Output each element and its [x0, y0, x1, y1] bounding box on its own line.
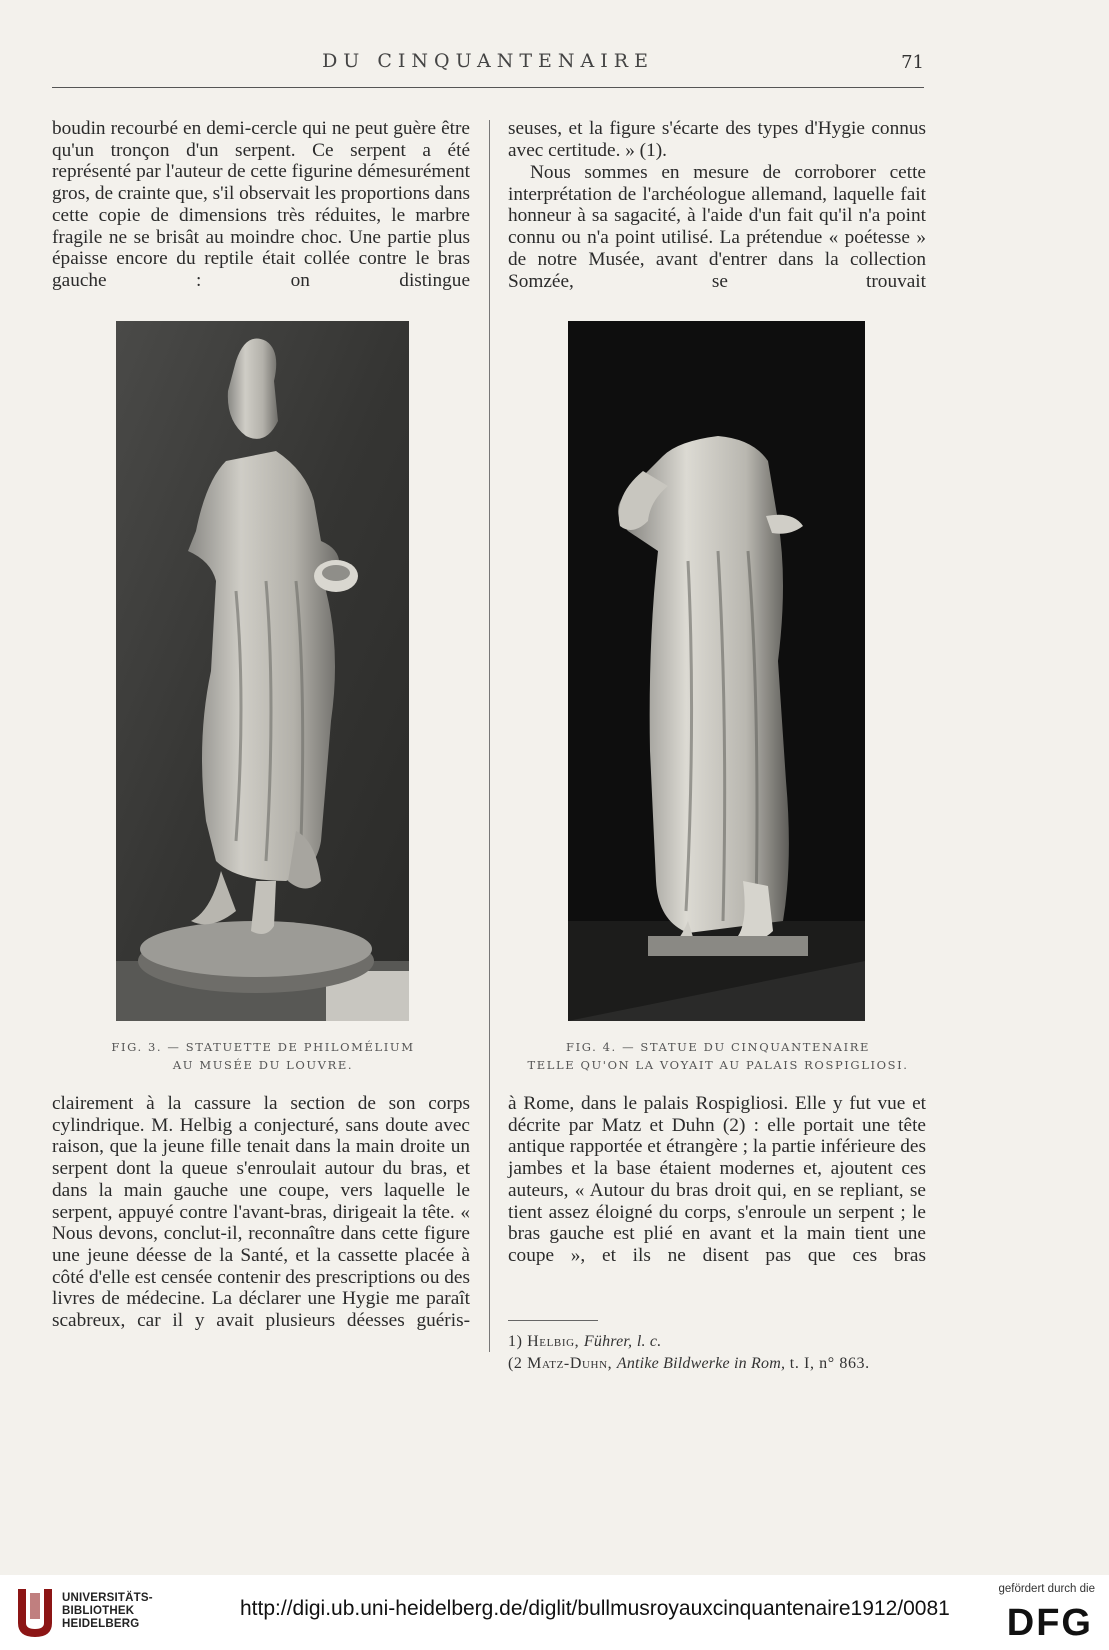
- footnote-2-ref: t. I, n° 863.: [789, 1355, 870, 1372]
- footnote-1-author: Helbig,: [527, 1333, 580, 1350]
- left-column-top-paragraph: boudin recourbé en demi-cercle qui ne peut guère être qu'un tronçon d'un serpent. Ce serpent a été représenté par l'auteur de cette figurine démesurément gros, de crainte que, s'il observait les proportions dans cette copie de dimensions très réduites, le marbre fragile ne se brisât au moindre choc. Une partie plus épaisse encore du reptile était collée contre le bras gauche : on distingue: [52, 118, 470, 291]
- library-name: UNIVERSITÄTS- BIBLIOTHEK HEIDELBERG: [62, 1592, 153, 1630]
- running-head: [52, 50, 924, 78]
- figure-3-caption: [90, 1038, 436, 1074]
- footnote-1: [508, 1333, 944, 1351]
- running-title: DU CINQUANTENAIRE: [322, 50, 654, 72]
- left-column-bottom-paragraph: clairement à la cassure la section de son corps cylindrique. M. Helbig a conjecturé, sans doute avec raison, que la jeune fille tenait dans la main droite un serpent dont la queue s'enroulait autour du bras, et dans la main gauche une coupe, vers laquelle le serpent, appuyé contre l'avant-bras, dirigeait la tête. « Nous devons, conclut-il, reconnaître dans cette figure une jeune déesse de la Santé, et la cassette placée à côté d'elle est censée contenir des prescriptions ou des livres de médecine. La déclarer une Hygie me paraît scabreux, car il y avait plusieurs déesses guéris-: [52, 1093, 470, 1332]
- footnote-1-number: 1): [508, 1333, 523, 1350]
- footnote-1-title: Führer,: [583, 1333, 633, 1350]
- figure-3-photo: [116, 321, 409, 1021]
- page-number: 71: [901, 52, 924, 73]
- figure-4-caption-line2: TELLE QU'ON LA VOYAIT AU PALAIS ROSPIGLIOSI.: [527, 1058, 909, 1072]
- funded-by-label: gefördert durch die: [998, 1583, 1095, 1595]
- university-library-logo-icon: [14, 1585, 56, 1641]
- figure-3-caption-line1: FIG. 3. — STATUETTE DE PHILOMÉLIUM: [111, 1040, 415, 1054]
- figure-4-caption: [508, 1038, 928, 1074]
- footnote-rule: [508, 1320, 598, 1321]
- footnote-2-title: Antike Bildwerke in Rom,: [616, 1355, 786, 1372]
- figure-3-caption-line2: AU MUSÉE DU LOUVRE.: [172, 1058, 354, 1072]
- header-rule: [52, 87, 924, 88]
- digitization-url-link[interactable]: http://digi.ub.uni-heidelberg.de/diglit/bullmusroyauxcinquantenaire1912/0081: [240, 1597, 950, 1620]
- right-column-bottom-paragraph: à Rome, dans le palais Rospigliosi. Elle y fut vue et décrite par Matz et Duhn (2) : elle portait une tête antique rapportée et étrangère ; la partie inférieure des jambes et la base étaient modernes et, ajoutent ces auteurs, « Autour du bras droit qui, en se repliant, se tient assez éloigné du corps, s'enroule un serpent ; le bras gauche est plié en avant et la main tient une coupe », et ils ne disent pas que ces bras: [508, 1093, 926, 1266]
- footnote-1-ref: l. c.: [636, 1333, 662, 1350]
- footer-bar: [0, 1575, 1109, 1650]
- footnote-2-number: (2: [508, 1355, 523, 1372]
- column-divider: [489, 120, 490, 1352]
- footnote-2-author: Matz-Duhn,: [527, 1355, 613, 1372]
- figure-4-photo: [568, 321, 865, 1021]
- dfg-logo: DFG: [1006, 1602, 1093, 1644]
- figure-4-caption-line1: FIG. 4. — STATUE DU CINQUANTENAIRE: [566, 1040, 870, 1054]
- right-column-top-paragraph-2: Nous sommes en mesure de corroborer cette interprétation de l'archéologue allemand, laquelle fait honneur à sa sagacité, à l'aide d'un fait qu'il n'a point connu ou n'a point utilisé. La prétendue « poétesse » de notre Musée, avant d'entrer dans la collection Somzée, se trouvait: [508, 162, 926, 292]
- footnote-2: [508, 1355, 944, 1373]
- right-column-top-paragraph-1: seuses, et la figure s'écarte des types d'Hygie connus avec certitude. » (1).: [508, 118, 926, 161]
